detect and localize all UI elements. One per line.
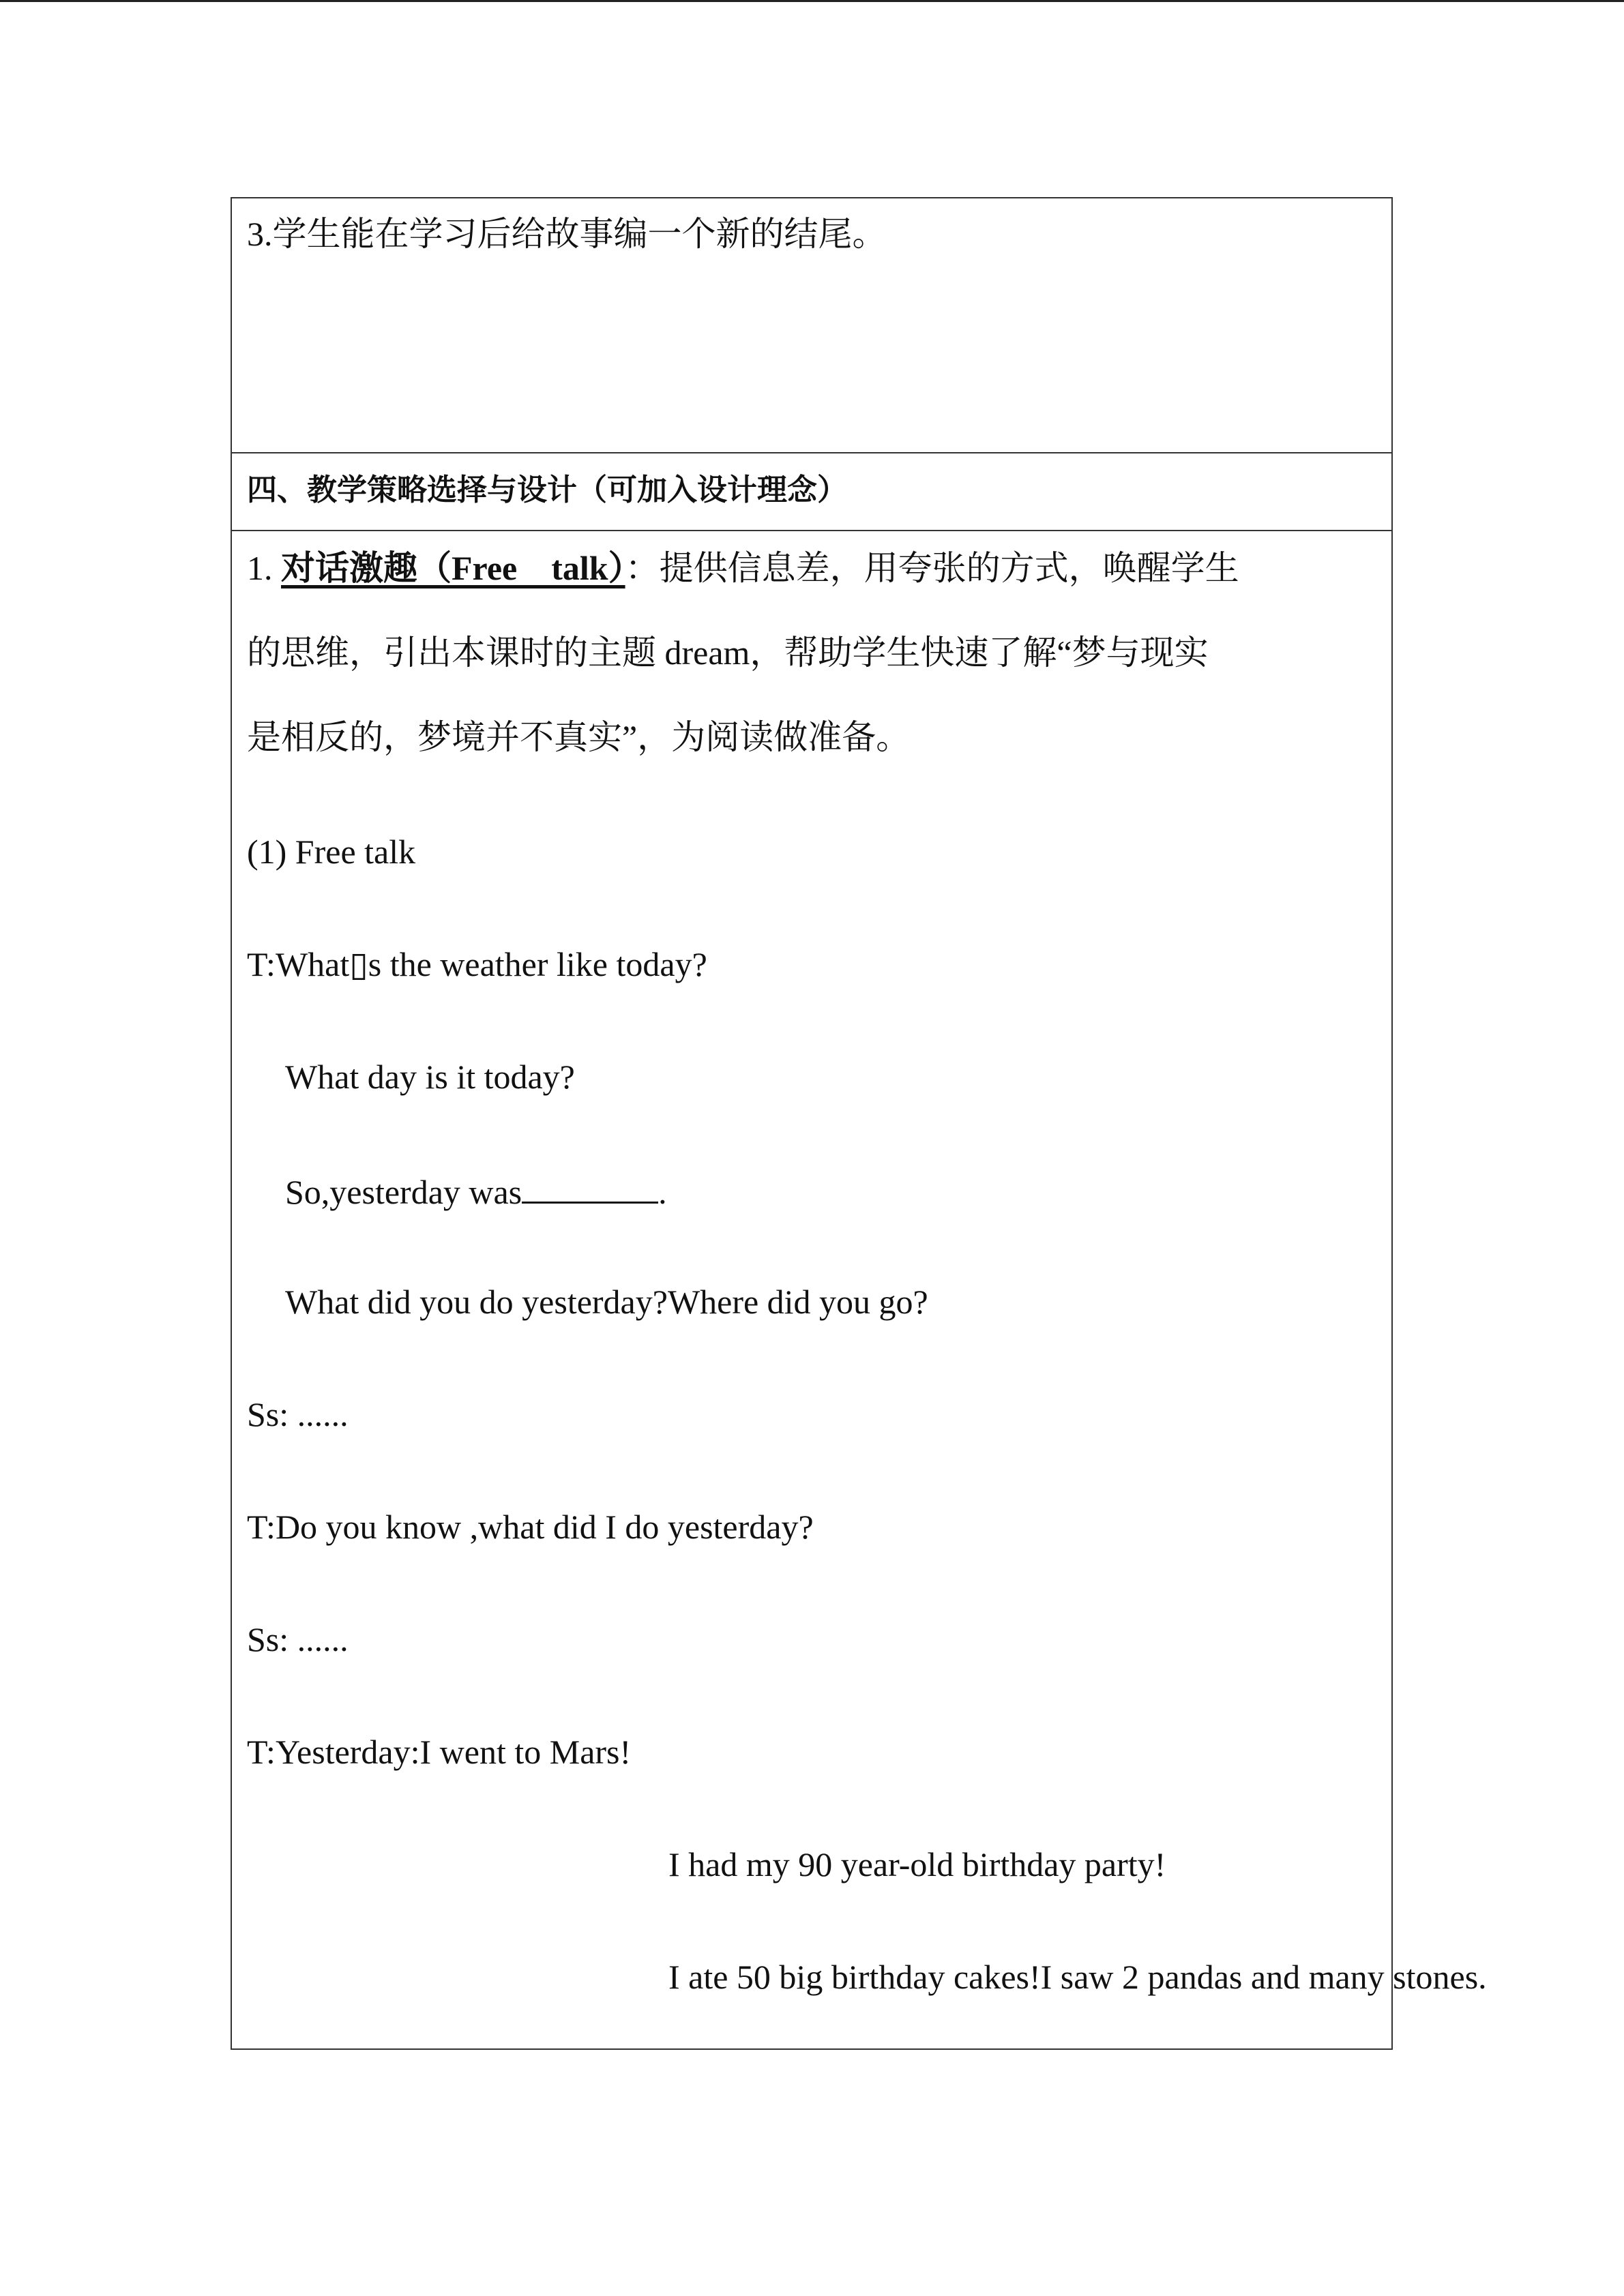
objective-item-3: 3.学生能在学习后给故事编一个新的结尾。 [247, 215, 887, 253]
top-rule [0, 0, 1624, 2]
dialogue-line: T:Yesterday:I went to Mars! [247, 1733, 632, 1771]
dialogue-line: I ate 50 big birthday cakes!I saw 2 pandas and many stones. [668, 1958, 1487, 1996]
strategy-1-description: ：提供信息差，用夸张的方式，唤醒学生 [625, 549, 1239, 587]
dialogue-line: Ss: ...... [247, 1620, 349, 1658]
strategy-1-title: 对话激趣（Free talk） [281, 549, 625, 587]
lesson-plan-table [231, 197, 1487, 2050]
strategy-content-cell [232, 531, 1487, 2050]
dialogue-line: Ss: ...... [247, 1395, 349, 1433]
fill-in-blank [522, 1169, 658, 1204]
section-4-heading: 四、教学策略选择与设计（可加入设计理念） [247, 473, 847, 507]
dialogue-line: T:Do you know ,what did I do yesterday? [247, 1508, 814, 1546]
section-heading-cell [232, 453, 1391, 531]
objectives-cell [232, 198, 1391, 453]
dialogue-line: What did you do yesterday?Where did you go? [285, 1283, 928, 1321]
strategy-1-line-1 [247, 548, 1239, 588]
dialogue-line: What day is it today? [285, 1058, 575, 1096]
strategy-1-line-3: 是相反的，梦境并不真实”，为阅读做准备。 [247, 718, 911, 756]
free-talk-subheading: (1) Free talk [247, 833, 416, 871]
dialogue-line-with-blank [285, 1169, 667, 1212]
dialogue-line: T:What▯s the weather like today? [247, 945, 707, 983]
dialogue-text: So,yesterday was [285, 1173, 522, 1211]
dialogue-line: I had my 90 year-old birthday party! [668, 1845, 1166, 1883]
strategy-1-number: 1. [247, 549, 281, 587]
dialogue-text: . [658, 1173, 667, 1211]
strategy-1-line-2: 的思维，引出本课时的主题 dream，帮助学生快速了解“梦与现实 [247, 633, 1209, 672]
